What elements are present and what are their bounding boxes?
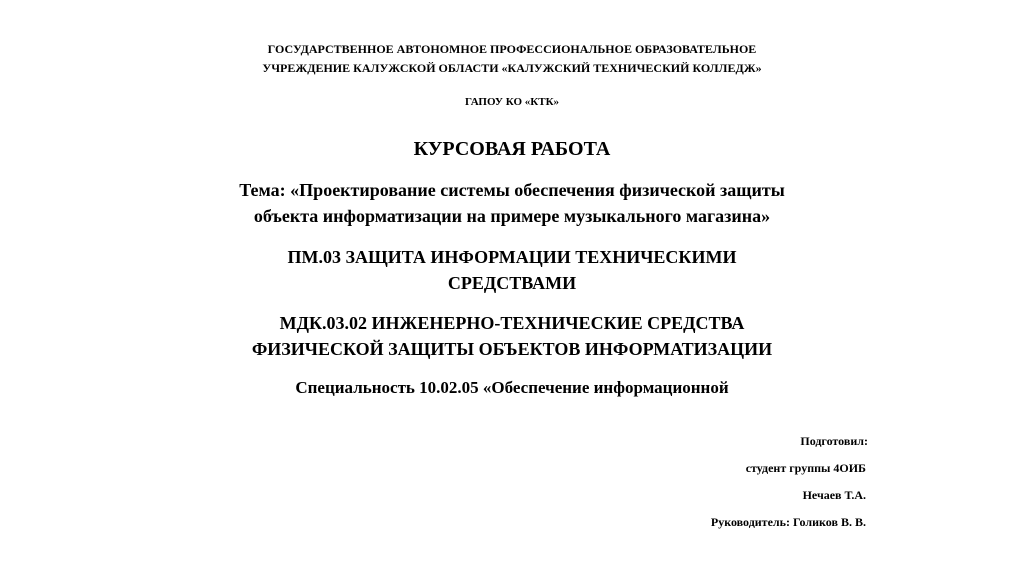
supervisor: Руководитель: Голиков В. В. <box>710 515 866 529</box>
institution-abbreviation: ГАПОУ КО «КТК» <box>464 96 560 108</box>
mdk-line-1: МДК.03.02 ИНЖЕНЕРНО-ТЕХНИЧЕСКИЕ СРЕДСТВА <box>279 313 745 333</box>
prepared-label: Подготовил: <box>800 434 868 448</box>
student-name: Нечаев Т.А. <box>802 488 866 502</box>
document-title: КУРСОВАЯ РАБОТА <box>413 138 611 160</box>
topic-line-2: объекта информатизации на примере музыкального магазина» <box>253 206 771 226</box>
specialty-line: Специальность 10.02.05 «Обеспечение информационной <box>295 378 729 397</box>
student-group: студент группы 4ОИБ <box>745 461 866 475</box>
mdk-line-2: ФИЗИЧЕСКОЙ ЗАЩИТЫ ОБЪЕКТОВ ИНФОРМАТИЗАЦИИ <box>251 339 773 359</box>
topic-line-1: Тема: «Проектирование системы обеспечения физической защиты <box>239 180 785 200</box>
institution-line-2: УЧРЕЖДЕНИЕ КАЛУЖСКОЙ ОБЛАСТИ «КАЛУЖСКИЙ ТЕХНИЧЕСКИЙ КОЛЛЕДЖ» <box>262 61 762 75</box>
institution-line-1: ГОСУДАРСТВЕННОЕ АВТОНОМНОЕ ПРОФЕССИОНАЛЬНОЕ ОБРАЗОВАТЕЛЬНОЕ <box>267 42 757 56</box>
module-line-1: ПМ.03 ЗАЩИТА ИНФОРМАЦИИ ТЕХНИЧЕСКИМИ <box>287 247 737 267</box>
module-line-2: СРЕДСТВАМИ <box>447 273 577 293</box>
